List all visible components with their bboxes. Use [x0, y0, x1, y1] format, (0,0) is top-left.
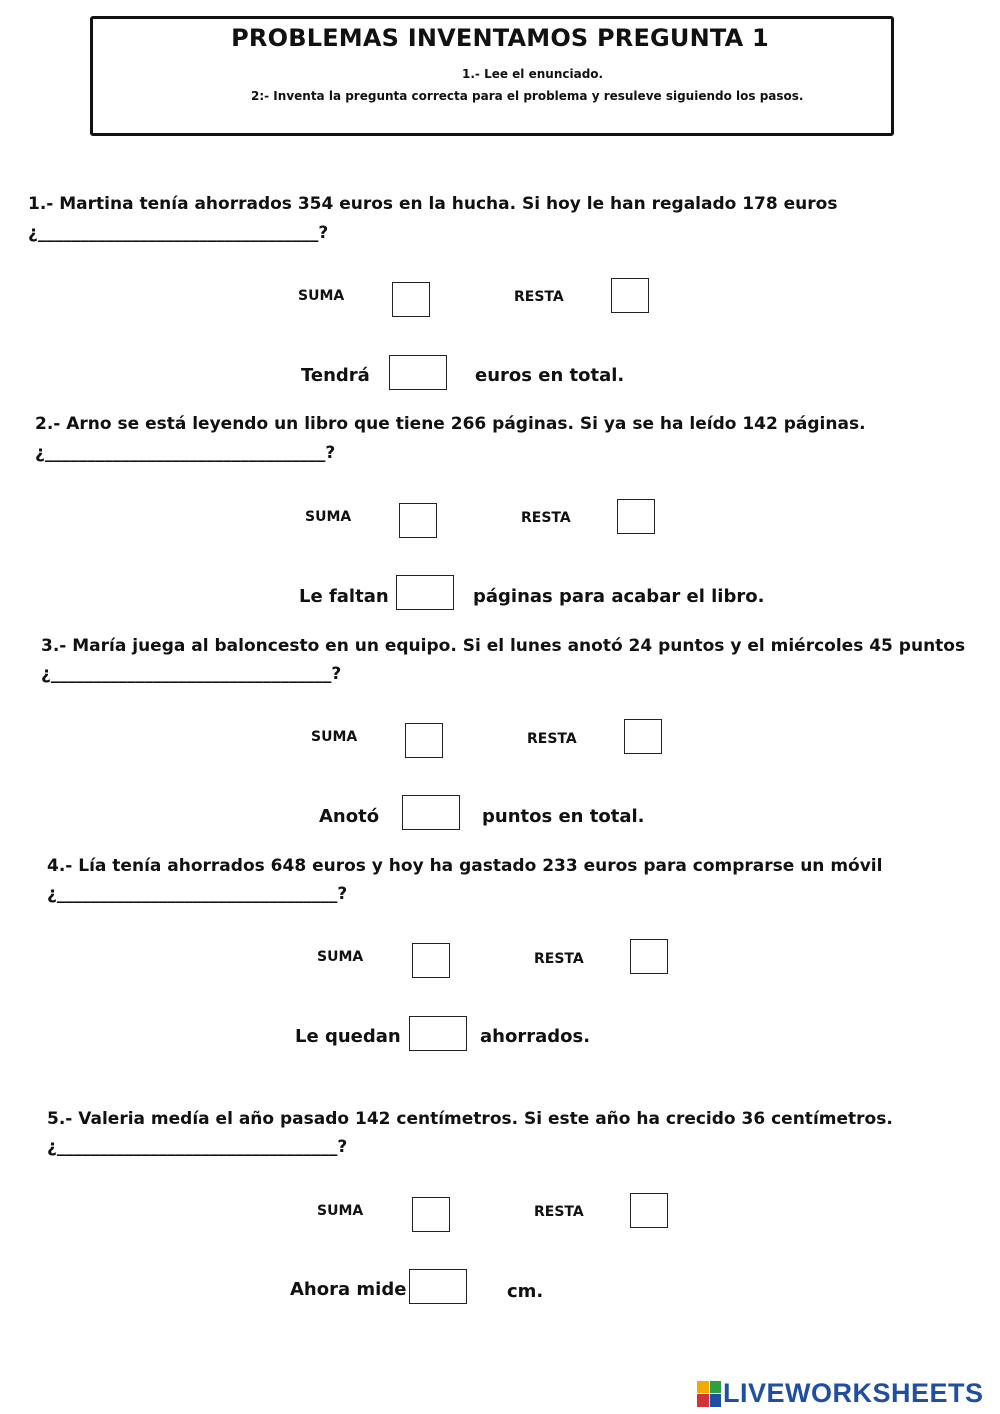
problem-2-suma-label: SUMA: [305, 509, 352, 525]
problem-2-answer-input[interactable]: [396, 575, 454, 610]
liveworksheets-logo-icon: [697, 1381, 721, 1407]
instruction-2: 2:- Inventa la pregunta correcta para el problema y resuleve siguiendo los pasos.: [251, 89, 804, 103]
liveworksheets-wordmark: LIVEWORKSHEETS: [723, 1378, 984, 1408]
problem-1-resta-label: RESTA: [514, 289, 564, 305]
problem-1-text: 1.- Martina tenía ahorrados 354 euros en la hucha. Si hoy le han regalado 178 euros: [28, 194, 838, 214]
problem-1-suma-label: SUMA: [298, 288, 345, 304]
problem-4-text: 4.- Lía tenía ahorrados 648 euros y hoy ha gastado 233 euros para comprarse un móvil: [47, 856, 883, 876]
problem-4-resta-label: RESTA: [534, 951, 584, 967]
problem-5-suma-label: SUMA: [317, 1203, 364, 1219]
problem-3-resta-checkbox[interactable]: [624, 719, 662, 754]
problem-4-suma-label: SUMA: [317, 949, 364, 965]
problem-4-question-line: ¿_________________________________?: [47, 884, 348, 904]
problem-5-resta-checkbox[interactable]: [630, 1193, 668, 1228]
problem-4-answer-input[interactable]: [409, 1016, 467, 1051]
problem-1-answer-suffix: euros en total.: [475, 365, 625, 386]
worksheet-title: PROBLEMAS INVENTAMOS PREGUNTA 1: [231, 24, 769, 52]
instruction-1: 1.- Lee el enunciado.: [462, 67, 604, 81]
problem-1-answer-input[interactable]: [389, 355, 447, 390]
problem-3-resta-label: RESTA: [527, 731, 577, 747]
problem-1-answer-label: Tendrá: [301, 365, 370, 386]
problem-3-suma-checkbox[interactable]: [405, 723, 443, 758]
problem-5-answer-label: Ahora mide: [290, 1279, 407, 1300]
problem-5-text: 5.- Valeria medía el año pasado 142 centímetros. Si este año ha crecido 36 centímetros.: [47, 1109, 893, 1129]
liveworksheets-brand: [697, 1378, 984, 1409]
problem-3-question-line: ¿_________________________________?: [41, 664, 342, 684]
problem-4-suma-checkbox[interactable]: [412, 943, 450, 978]
problem-2-answer-suffix: páginas para acabar el libro.: [473, 586, 765, 607]
problem-3-answer-input[interactable]: [402, 795, 460, 830]
problem-3-answer-label: Anotó: [319, 806, 380, 827]
problem-5-resta-label: RESTA: [534, 1204, 584, 1220]
problem-5-question-line: ¿_________________________________?: [47, 1137, 348, 1157]
problem-3-suma-label: SUMA: [311, 729, 358, 745]
problem-4-resta-checkbox[interactable]: [630, 939, 668, 974]
problem-2-suma-checkbox[interactable]: [399, 503, 437, 538]
problem-5-suma-checkbox[interactable]: [412, 1197, 450, 1232]
problem-1-resta-checkbox[interactable]: [611, 278, 649, 313]
problem-4-answer-label: Le quedan: [295, 1026, 401, 1047]
problem-2-answer-label: Le faltan: [299, 586, 389, 607]
problem-3-answer-suffix: puntos en total.: [482, 806, 645, 827]
problem-1-question-line: ¿_________________________________?: [28, 223, 329, 243]
problem-5-answer-input[interactable]: [409, 1269, 467, 1304]
problem-4-answer-suffix: ahorrados.: [480, 1026, 591, 1047]
problem-2-resta-label: RESTA: [521, 510, 571, 526]
problem-2-question-line: ¿_________________________________?: [35, 443, 336, 463]
problem-2-text: 2.- Arno se está leyendo un libro que tiene 266 páginas. Si ya se ha leído 142 páginas.: [35, 414, 866, 434]
problem-5-answer-suffix: cm.: [507, 1281, 544, 1302]
problem-1-suma-checkbox[interactable]: [392, 282, 430, 317]
problem-3-text: 3.- María juega al baloncesto en un equipo. Si el lunes anotó 24 puntos y el miércoles 45 puntos: [41, 636, 966, 656]
problem-2-resta-checkbox[interactable]: [617, 499, 655, 534]
